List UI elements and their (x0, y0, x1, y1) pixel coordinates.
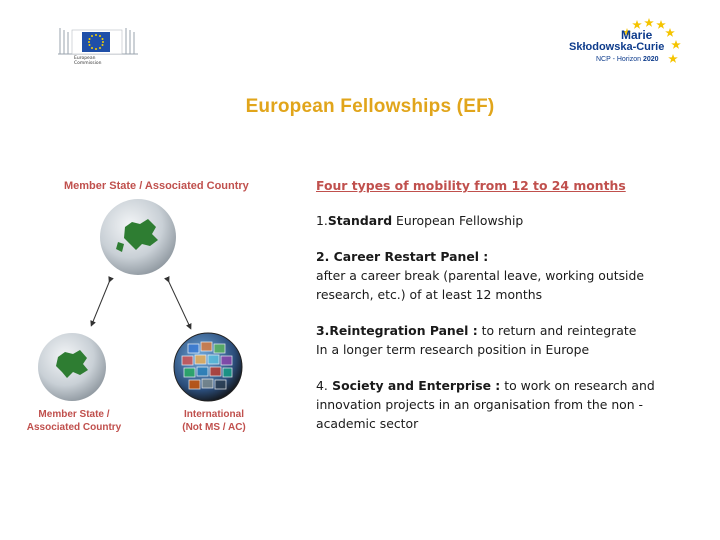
arrow-left (92, 280, 110, 324)
mobility-heading: Four types of mobility from 12 to 24 months (316, 178, 626, 193)
label-international: International (Not MS / AC) (182, 409, 246, 433)
mobility-diagram (20, 172, 290, 442)
ec-logo-text: European Commission (74, 56, 102, 66)
mobility-item-society-enterprise: 4. Society and Enterprise : to work on research and innovation projects in an organisation from the non -academic sector (316, 378, 655, 431)
photo-globe-icon (174, 333, 242, 401)
mobility-item-career-restart: 2. Career Restart Panel : after a career break (parental leave, working outside research, etc.) of at least 12 months (316, 249, 644, 302)
page-title: European Fellowships (EF) (245, 96, 495, 117)
label-member-state-bottom: Member State / Associated Country (26, 409, 122, 433)
globe-europe-icon (38, 333, 106, 401)
european-commission-logo (58, 20, 138, 76)
globe-europe-icon (100, 199, 176, 275)
mobility-item-reintegration: 3.Reintegration Panel : to return and reintegrate In a longer term research position in Europe (316, 323, 637, 357)
msca-logo-line1: Marie (621, 28, 653, 42)
msca-logo-line2: Skłodowska-Curie (569, 41, 665, 53)
mobility-types (316, 176, 668, 450)
arrow-right (168, 280, 190, 327)
mobility-item-standard: 1.Standard European Fellowship (316, 213, 524, 228)
label-member-state-top: Member State / Associated Country (64, 180, 249, 192)
msca-logo-line3: NCP - Horizon 2020 (596, 56, 659, 63)
